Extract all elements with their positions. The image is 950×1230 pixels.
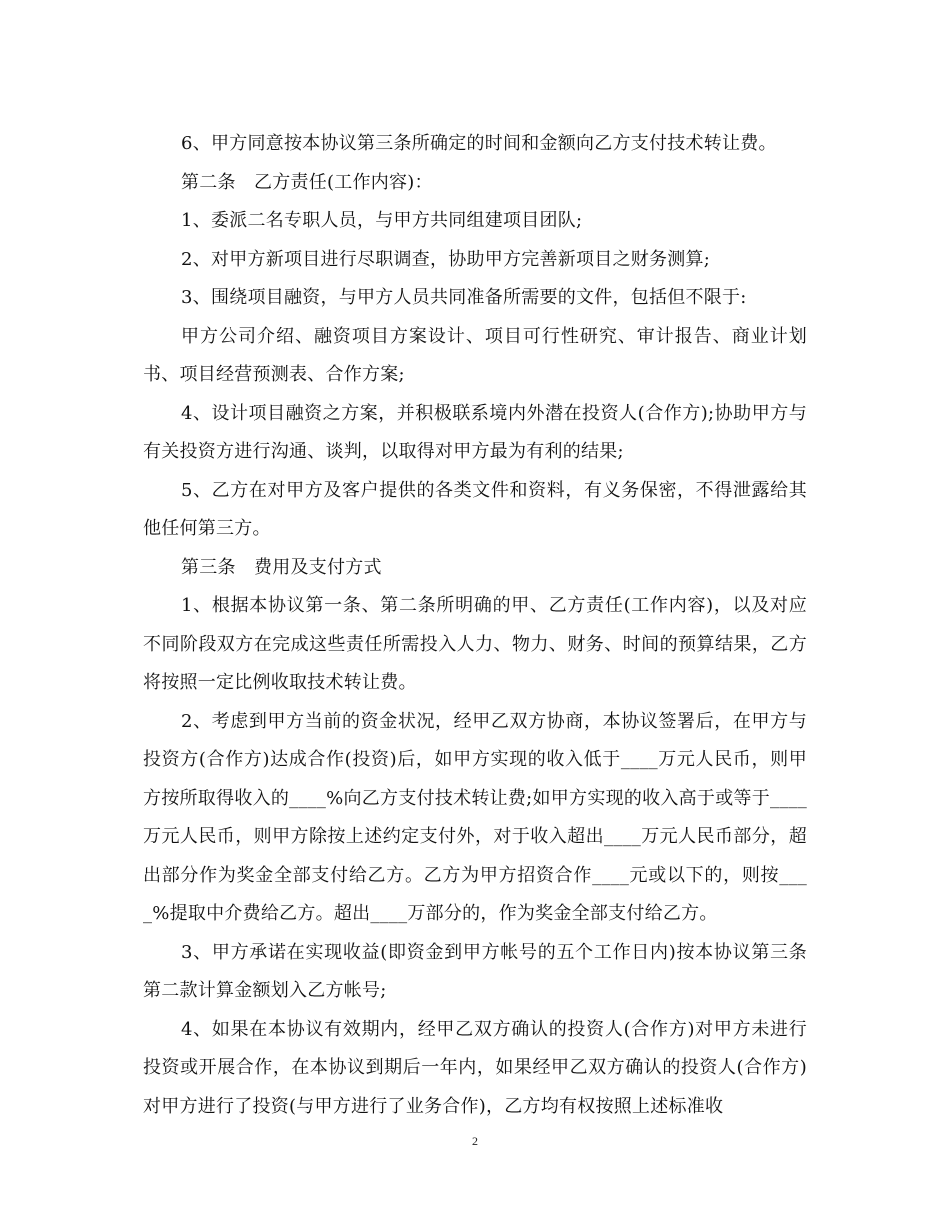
paragraph-article-2-item-2: 2、对甲方新项目进行尽职调查，协助甲方完善新项目之财务测算; [181,248,711,270]
paragraph-clause-1-item-6: 6、甲方同意按本协议第三条所确定的时间和金额向乙方支付技术转让费。 [181,133,777,154]
paragraph-article-3-item-1: 1、根据本协议第一条、第二条所明确的甲、乙方责任(工作内容)，以及对应不同阶段双方在完成这些责任所需投入人力、物力、财务、时间的预算结果，乙方将按照一定比例收取技术转让费。 [143,595,807,693]
paragraph-article-2-item-3-list: 甲方公司介绍、融资项目方案设计、项目可行性研究、审计报告、商业计划书、项目经营预测表、合作方案; [143,325,807,385]
page-number: 2 [472,1134,478,1148]
heading-article-3: 第三条 费用及支付方式 [181,556,382,578]
paragraph-article-2-item-1: 1、委派二名专职人员，与甲方共同组建项目团队; [181,210,583,231]
paragraph-article-2-item-4: 4、设计项目融资之方案，并积极联系境内外潜在投资人(合作方);协助甲方与有关投资方进行沟通、谈判，以取得对甲方最为有利的结果; [143,402,807,462]
paragraph-article-3-item-2: 2、考虑到甲方当前的资金状况，经甲乙双方协商，本协议签署后，在甲方与投资方(合作方)达成合作(投资)后，如甲方实现的收入低于____万元人民币，则甲方按所取得收入的____%向乙方支付技术转让费;如甲方实现的收入高于或等于____万元人民币，则甲方除按上述约定支付外，对于收入超出____万元人民币部分，超出部分作为奖金全部支付给乙方。乙方为甲方招资合作____元或以下的，则按____%提取中介费给乙方。超出____万部分的，作为奖金全部支付给乙方。 [143,710,807,924]
paragraph-article-3-item-4: 4、如果在本协议有效期内，经甲乙双方确认的投资人(合作方)对甲方未进行投资或开展合作，在本协议到期后一年内，如果经甲乙双方确认的投资人(合作方)对甲方进行了投资(与甲方进行了业务合作)，乙方均有权按照上述标准收 [143,1018,807,1117]
document-body [143,125,807,1126]
heading-article-2: 第二条 乙方责任(工作内容)： [181,171,433,193]
paragraph-article-2-item-5: 5、乙方在对甲方及客户提供的各类文件和资料，有义务保密，不得泄露给其他任何第三方。 [143,479,807,539]
paragraph-article-2-item-3: 3、围绕项目融资，与甲方人员共同准备所需要的文件，包括但不限于: [181,287,747,308]
paragraph-article-3-item-3: 3、甲方承诺在实现收益(即资金到甲方帐号的五个工作日内)按本协议第三条第二款计算金额划入乙方帐号; [143,941,807,1001]
